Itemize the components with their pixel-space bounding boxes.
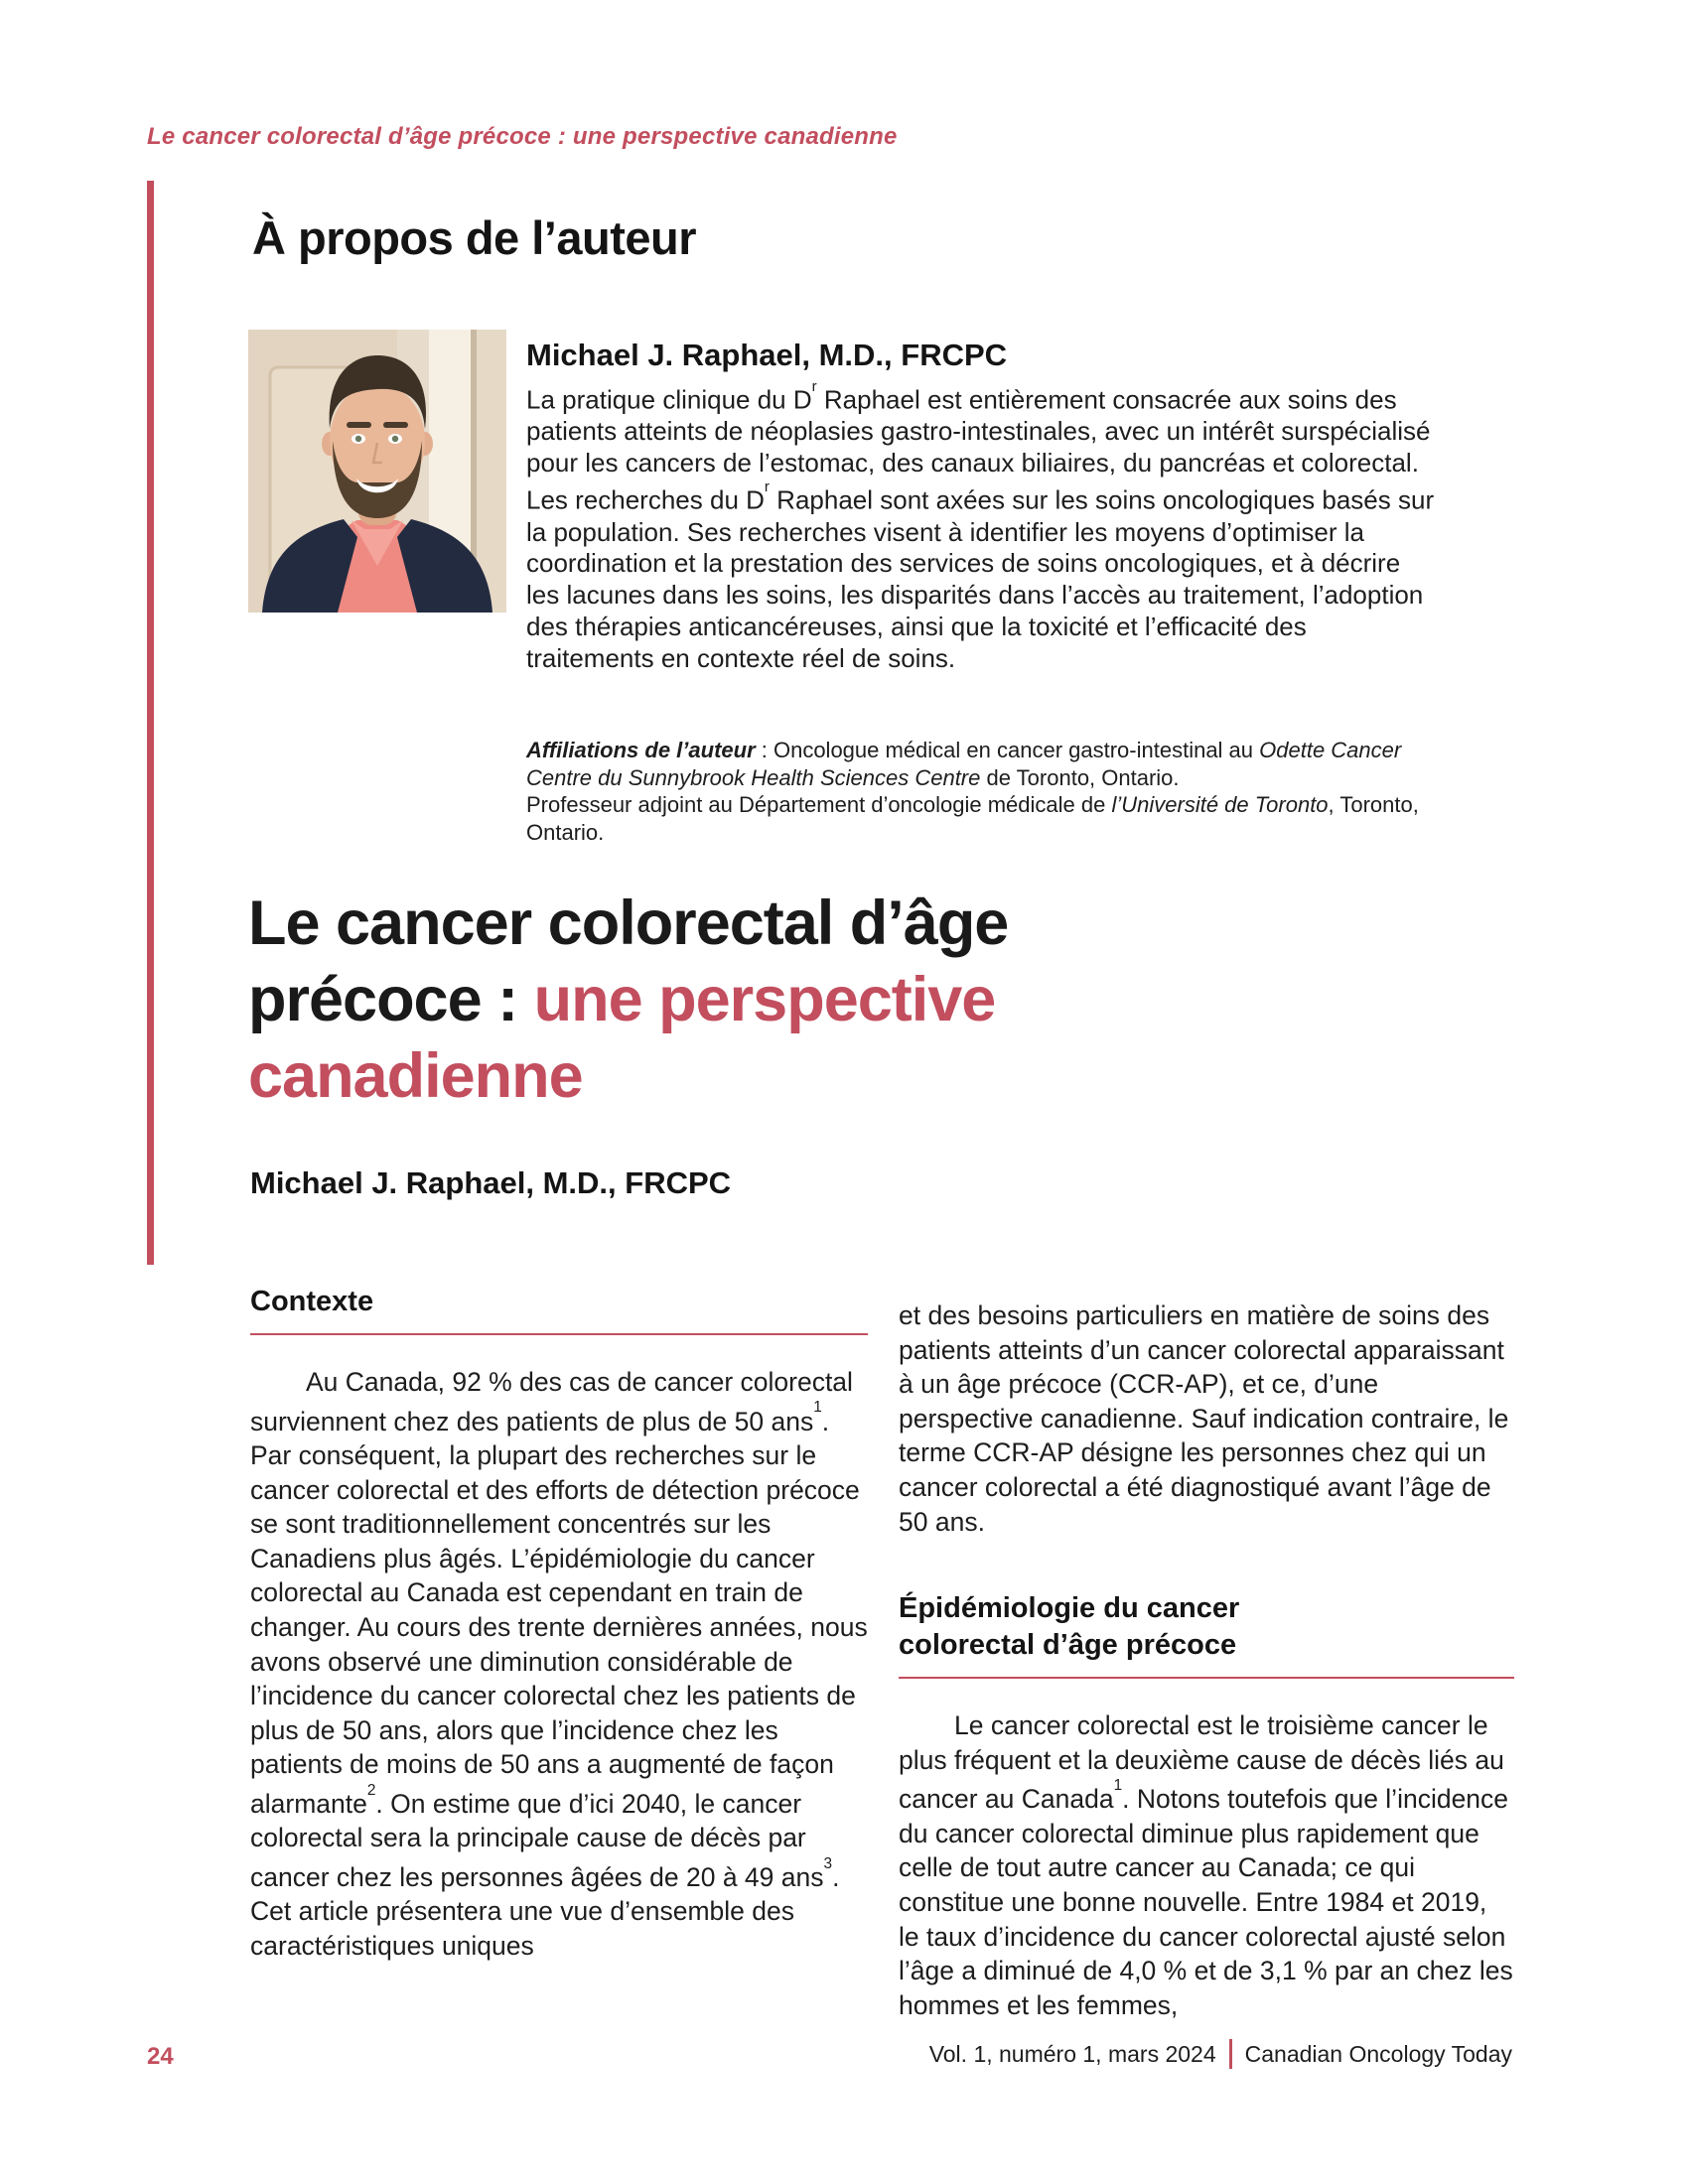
author-affiliations — [526, 737, 1435, 846]
column-left — [250, 1284, 868, 1964]
section-heading-epidemiologie: Épidémiologie du cancer colorectal d’âge précoce — [899, 1592, 1240, 1662]
section-rule — [250, 1333, 868, 1335]
footer-separator — [1229, 2039, 1232, 2069]
affiliations-text: : — [755, 738, 774, 762]
section-rule — [899, 1677, 1514, 1679]
affiliations-institution: Odette Cancer Centre du Sunnybrook Health Sciences Centre — [526, 738, 1402, 790]
reference-superscript: 1 — [813, 1399, 822, 1417]
bio-text: Raphael est entièrement consacrée aux soins des patients atteints de néoplasies gastro-intestinales, avec un intérêt surspécialisé pour les cancers de l’estomac, des canaux biliaires, du pancréas et colorectal. Les recherches du D — [526, 384, 1431, 515]
paragraph-text: Au Canada, 92 % des cas de cancer colorectal surviennent chez des patients de plus de 50 ans — [250, 1367, 853, 1436]
running-head: Le cancer colorectal d’âge précoce : une perspective canadienne — [147, 123, 898, 150]
author-name: Michael J. Raphael, M.D., FRCPC — [526, 338, 1008, 372]
affiliations-text: , Toronto, Ontario. — [526, 792, 1419, 845]
column-right — [899, 1298, 1514, 2022]
section-heading-contexte: Contexte — [250, 1286, 374, 1317]
reference-superscript: 3 — [823, 1854, 833, 1872]
affiliations-text: de Toronto, Ontario. — [980, 764, 1180, 790]
article-title-primary: Le cancer colorectal d’âge précoce : — [248, 888, 1009, 1034]
superscript: r — [811, 377, 817, 395]
bio-text: La pratique clinique du D — [526, 384, 812, 415]
continuation-paragraph: et des besoins particuliers en matière de soins des patients atteints d’un cancer colorectal apparaissant à un âge précoce (CCR-AP), et ce, d’une perspective canadienne. Sauf indication contraire, le terme CCR-AP désigne les personnes chez qui un cancer colorectal a été diagnostiqué avant l’âge de 50 ans. — [899, 1300, 1509, 1537]
paragraph-text: . On estime que d’ici 2040, le cancer colorectal sera la principale cause de décès par cancer chez les personnes âgées de 20 à 49 ans — [250, 1788, 824, 1892]
article-title — [248, 886, 1102, 1115]
footer-page-number: 24 — [147, 2043, 174, 2070]
paragraph-text: Le cancer colorectal est le troisième cancer le plus fréquent et la deuxième cause de décès liés au cancer au Canada — [899, 1710, 1504, 1815]
bio-text: Raphael sont axées sur les soins oncologiques basés sur la population. Ses recherches visent à identifier les moyens d’optimiser la coordination et la prestation des services de soins oncologiques, et à décrire les lacunes dans les soins, les disparités dans l’accès au traitement, l’adoption des thérapies anticancéreuses, ainsi que la toxicité et l’efficacité des traitements en contexte réel de soins. — [526, 484, 1435, 673]
article-title-accent: une perspective canadienne — [248, 965, 996, 1111]
author-photo-illustration — [248, 330, 506, 613]
author-photo — [248, 330, 506, 613]
accent-bar — [147, 181, 154, 1265]
paragraph-text: . Cet article présentera une vue d’ensemble des caractéristiques uniques — [250, 1861, 840, 1961]
author-bio — [526, 379, 1435, 674]
affiliations-text: Oncologue médical en cancer gastro-intestinal au — [773, 738, 1260, 762]
affiliations-text: Professeur adjoint au Département d’oncologie médicale de — [526, 792, 1112, 817]
paragraph-text: . Notons toutefois que l’incidence du cancer colorectal diminue plus rapidement que celle de tout autre cancer au Canada; ce qui constitue une bonne nouvelle. Entre 1984 et 2019, le taux d’incidence du cancer colorectal ajusté selon l’âge a diminué de 4,0 % et de 3,1 % par an chez les hommes et les femmes, — [899, 1784, 1513, 2020]
affiliations-institution: l’Université de Toronto — [1111, 792, 1329, 817]
reference-superscript: 2 — [366, 1781, 376, 1799]
footer-journal-name: Canadian Oncology Today — [1244, 2040, 1512, 2067]
superscript: r — [764, 478, 770, 495]
footer-journal-line — [929, 2039, 1512, 2069]
article-byline: Michael J. Raphael, M.D., FRCPC — [250, 1165, 732, 1200]
reference-superscript: 1 — [1113, 1776, 1123, 1794]
paragraph-text: . Par conséquent, la plupart des recherches sur le cancer colorectal et des efforts de détection précoce se sont traditionnellement concentrés sur les Canadiens plus âgés. L’épidémiologie du cancer colorectal au Canada est cependant en train de changer. Au cours des trente dernières années, nous avons observé une diminution considérable de l’incidence du cancer colorectal chez les patients de plus de 50 ans, alors que l’incidence chez les patients de moins de 50 ans a augmenté de façon alarmante — [250, 1406, 868, 1819]
epidemiologie-paragraph — [899, 1708, 1514, 2022]
affiliations-label: Affiliations de l’auteur — [526, 738, 756, 762]
contexte-paragraph — [250, 1365, 868, 1964]
footer-volume: Vol. 1, numéro 1, mars 2024 — [928, 2040, 1216, 2067]
about-heading: À propos de l’auteur — [252, 211, 696, 264]
